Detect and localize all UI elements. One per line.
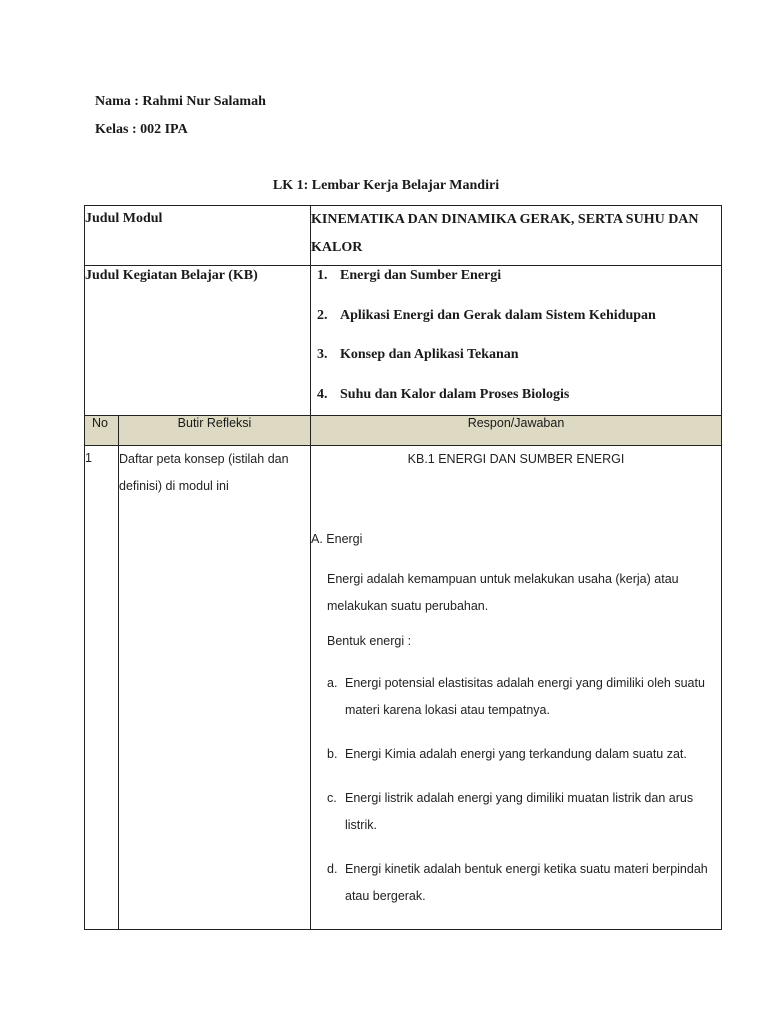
column-header-no: No: [85, 416, 119, 446]
list-item-text: Energi listrik adalah energi yang dimiliki muatan listrik dan arus listrik.: [345, 791, 694, 832]
energy-definition: Energi adalah kemampuan untuk melakukan usaha (kerja) atau melakukan suatu perubahan.: [327, 572, 679, 613]
list-item: [327, 741, 721, 768]
response-cell: [311, 446, 722, 930]
kb-item-text: Suhu dan Kalor dalam Proses Biologis: [340, 386, 570, 402]
student-name: Nama : Rahmi Nur Salamah: [95, 94, 266, 109]
list-item-letter: c.: [327, 791, 337, 805]
column-header-row: [85, 416, 722, 446]
list-item-text: Energi Kimia adalah energi yang terkandung dalam suatu zat.: [345, 747, 687, 761]
judul-kb-cell: [311, 266, 722, 416]
kb-item-number: 3.: [317, 347, 328, 362]
kb-item-text: Aplikasi Energi dan Gerak dalam Sistem Kehidupan: [340, 307, 656, 323]
kb-item-text: Energi dan Sumber Energi: [340, 268, 502, 283]
kb-item-number: 2.: [317, 307, 328, 323]
bentuk-energi-label: Bentuk energi :: [327, 634, 412, 648]
row-number: 1: [85, 446, 119, 930]
butir-refleksi-text: Daftar peta konsep (istilah dan definisi) di modul ini: [119, 446, 311, 930]
list-item-letter: b.: [327, 747, 338, 761]
student-class: Kelas : 002 IPA: [95, 122, 188, 137]
kb-list: [311, 266, 721, 405]
kb-item: [317, 306, 715, 326]
judul-modul-value: KINEMATIKA DAN DINAMIKA GERAK, SERTA SUHU DAN KALOR: [311, 206, 722, 266]
list-item: [327, 670, 721, 724]
kb-item: [317, 385, 715, 405]
column-header-butir: Butir Refleksi: [119, 416, 311, 446]
judul-modul-label: Judul Modul: [85, 206, 311, 266]
kb-item: [317, 266, 715, 286]
judul-kb-label: Judul Kegiatan Belajar (KB): [85, 266, 311, 416]
bentuk-energi-list: [311, 670, 721, 910]
section-heading: A. Energi: [311, 532, 363, 546]
judul-kb-row: [85, 266, 722, 416]
table-row: [85, 446, 722, 930]
list-item: [327, 785, 721, 839]
list-item-letter: d.: [327, 862, 338, 876]
document-title: LK 1: Lembar Kerja Belajar Mandiri: [272, 178, 500, 193]
column-header-respon: Respon/Jawaban: [311, 416, 722, 446]
list-item-letter: a.: [327, 676, 338, 690]
kb-item-number: 4.: [317, 386, 328, 402]
judul-modul-row: [85, 206, 722, 266]
list-item-text: Energi kinetik adalah bentuk energi ketika suatu materi berpindah atau bergerak.: [345, 862, 708, 903]
kb-heading: KB.1 ENERGI DAN SUMBER ENERGI: [407, 452, 625, 466]
worksheet-table: [84, 205, 722, 930]
list-item-text: Energi potensial elastisitas adalah energi yang dimiliki oleh suatu materi karena lokasi atau tempatnya.: [345, 676, 705, 717]
list-item: [327, 856, 721, 910]
kb-item-text: Konsep dan Aplikasi Tekanan: [340, 347, 519, 362]
kb-item: [317, 345, 715, 365]
kb-item-number: 1.: [317, 268, 328, 283]
